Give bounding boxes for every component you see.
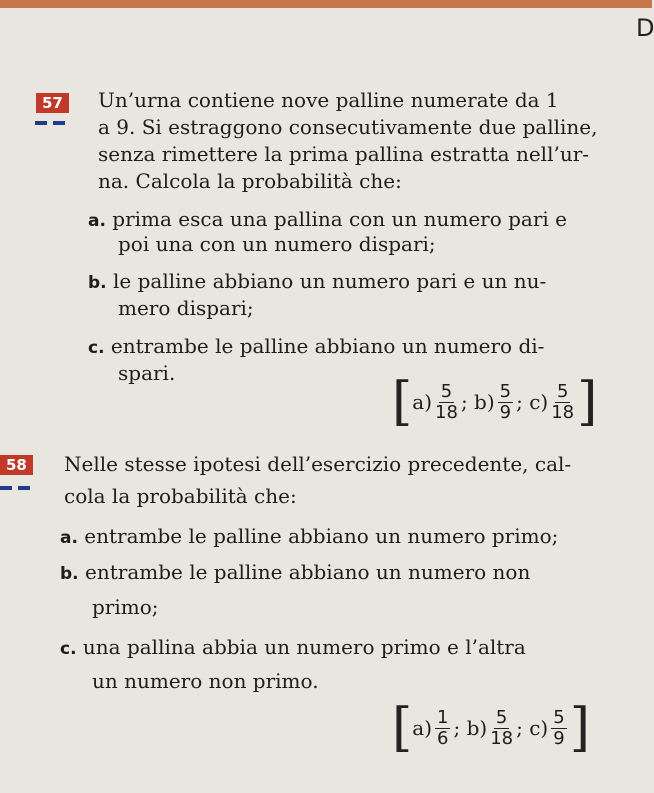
answer-b-fraction (490, 708, 513, 749)
item-letter-b: b. (60, 564, 79, 584)
fraction-denominator: 18 (435, 401, 458, 423)
fraction-numerator: 5 (556, 380, 569, 402)
open-bracket: [ (392, 372, 413, 432)
fraction-denominator: 9 (553, 727, 565, 749)
answer-b-fraction (498, 382, 513, 423)
ex57-item-a-line-1: prima esca una pallina con un numero pari e (112, 207, 568, 231)
ex57-item-b-line-1: le palline abbiano un numero pari e un nu- (113, 269, 547, 293)
close-bracket: ] (569, 698, 590, 758)
fraction-denominator: 6 (437, 727, 449, 749)
ex57-item-c (88, 334, 544, 360)
answer-c-fraction (551, 708, 566, 749)
open-bracket: [ (392, 698, 413, 758)
item-letter-c: c. (88, 338, 105, 358)
ex58-item-c-line-1: una pallina abbia un numero primo e l’altra (82, 635, 526, 659)
ex57-item-a (88, 207, 567, 233)
ex58-item-c (60, 635, 526, 661)
item-letter-a: a. (88, 211, 106, 231)
item-letter-b: b. (88, 273, 107, 293)
answer-b-label: b) (474, 390, 495, 414)
answer-c-label: c) (529, 716, 549, 740)
answer-a-fraction (435, 708, 450, 749)
ex57-item-b (88, 269, 546, 295)
fraction-numerator: 5 (499, 380, 512, 402)
fraction-denominator: 18 (551, 401, 575, 423)
ex57-text-line-4: na. Calcola la probabilità che: (98, 169, 402, 193)
ex57-item-a-line-2: poi una con un numero dispari; (118, 232, 436, 256)
fraction-numerator: 5 (553, 706, 565, 728)
exercise-58-number: 58 (0, 455, 33, 475)
fraction-numerator: 5 (440, 380, 453, 402)
difficulty-dashes-icon (35, 121, 65, 125)
close-bracket: ] (577, 372, 598, 432)
ex58-text-line-1: Nelle stesse ipotesi dell’esercizio precedente, cal- (64, 452, 572, 476)
difficulty-dashes-icon (0, 486, 30, 490)
exercise-57-number: 57 (36, 93, 69, 113)
item-letter-a: a. (60, 528, 78, 548)
answer-c-fraction (551, 382, 574, 423)
ex57-item-b-line-2: mero dispari; (118, 296, 254, 320)
answer-c-label: c) (529, 390, 549, 414)
ex57-text-line-3: senza rimettere la prima pallina estratta nell’ur- (98, 142, 590, 166)
ex58-item-c-line-2: un numero non primo. (92, 669, 319, 693)
ex58-item-a (60, 524, 558, 550)
item-letter-c: c. (60, 639, 77, 659)
answer-a-fraction (435, 382, 458, 423)
ex58-item-b-line-2: primo; (92, 595, 159, 619)
ex58-answers (392, 698, 590, 758)
ex58-item-a-line-1: entrambe le palline abbiano un numero primo; (84, 524, 559, 548)
fraction-denominator: 18 (490, 727, 514, 749)
ex58-text-line-2: cola la probabilità che: (64, 484, 297, 508)
fraction-numerator: 1 (437, 706, 449, 728)
answer-a-label: a) (412, 390, 433, 414)
answer-a-label: a) (412, 716, 433, 740)
ex57-item-c-line-2: spari. (118, 361, 176, 385)
ex57-item-c-line-1: entrambe le palline abbiano un numero di- (110, 334, 545, 358)
fraction-denominator: 9 (499, 401, 512, 423)
separator: ; (516, 390, 523, 414)
ex57-answers (392, 372, 598, 432)
ex57-text-line-1: Un’urna contiene nove palline numerate da 1 (98, 88, 559, 112)
separator: ; (516, 716, 523, 740)
answer-b-label: b) (466, 716, 488, 740)
separator: ; (453, 716, 461, 740)
page-top-edge (0, 0, 652, 8)
separator: ; (460, 390, 468, 414)
ex57-text-line-2: a 9. Si estraggono consecutivamente due palline, (98, 115, 598, 139)
ex58-item-b-line-1: entrambe le palline abbiano un numero non (85, 560, 531, 584)
corner-letter: D (636, 14, 654, 42)
ex58-item-b (60, 560, 530, 586)
fraction-numerator: 5 (495, 706, 508, 728)
